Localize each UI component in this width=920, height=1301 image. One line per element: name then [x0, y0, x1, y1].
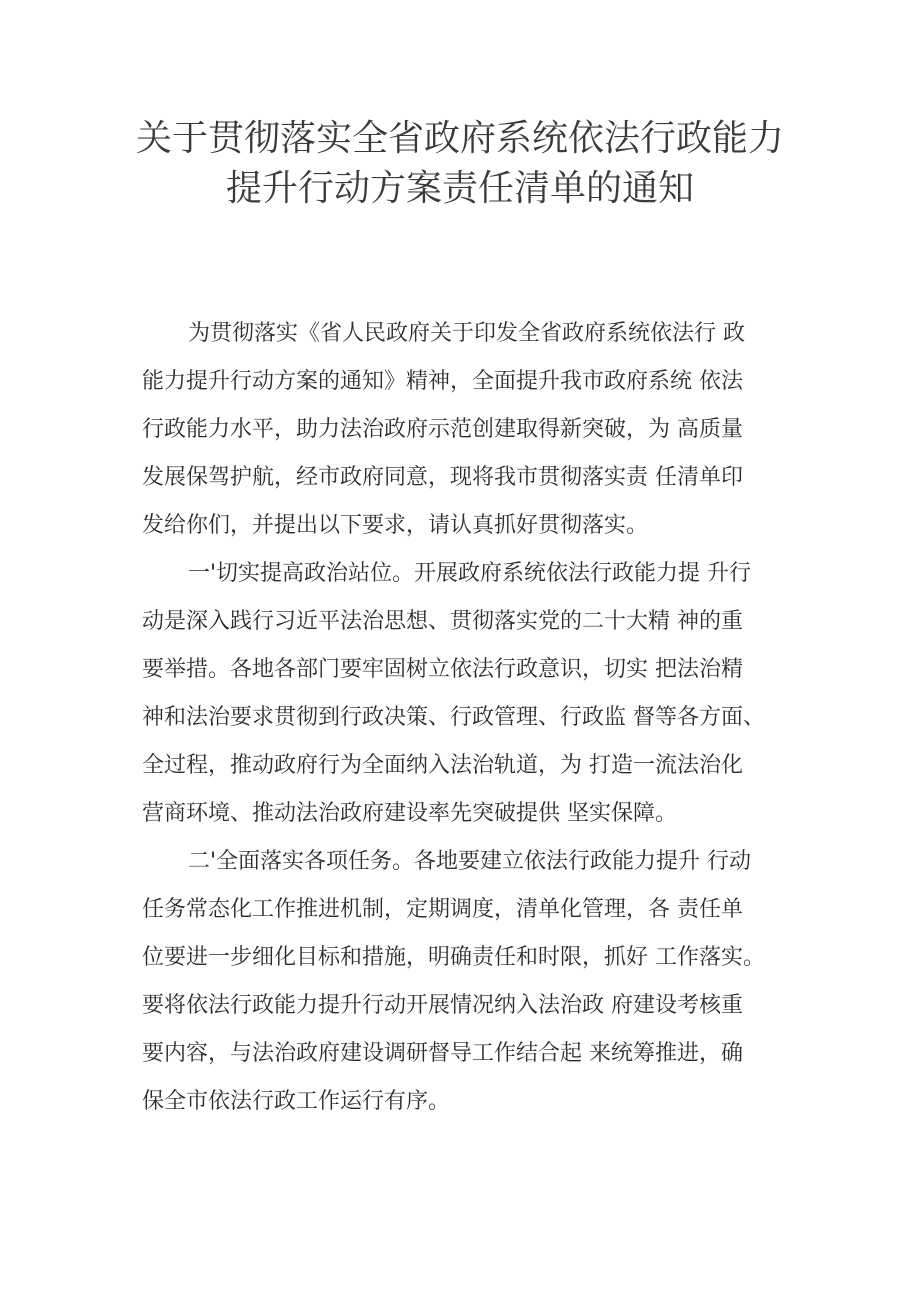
body-line: 动是深入践行习近平法治思想、贯彻落实党的二十大精 神的重 — [142, 609, 743, 634]
title-line: 关于贯彻落实全省政府系统依法行政能力 — [135, 118, 784, 159]
body-line: 要举措。各地各部门要牢固树立依法行政意识，切实 把法治精 — [142, 657, 743, 682]
document-body — [142, 310, 812, 1126]
body-line: 神和法治要求贯彻到行政决策、行政管理、行政监 督等各方面、 — [142, 705, 765, 730]
body-line: 要将依法行政能力提升行动开展情况纳入法治政 府建设考核重 — [142, 993, 743, 1018]
body-line: 保全市依法行政工作运行有序。 — [142, 1089, 451, 1114]
body-line: 二'全面落实各项任务。各地要建立依法行政能力提升 行动 — [188, 849, 752, 874]
body-line: 要内容，与法治政府建设调研督导工作结合起 来统筹推进，确 — [142, 1041, 743, 1066]
title-line: 提升行动方案责任清单的通知 — [225, 168, 694, 209]
body-line: 任务常态化工作推进机制，定期调度，清单化管理，各 责任单 — [142, 897, 743, 922]
body-line: 位要进一步细化目标和措施，明确责任和时限，抓好 工作落实。 — [142, 945, 765, 970]
body-line: 发给你们，并提出以下要求，请认真抓好贯彻落实。 — [142, 513, 649, 538]
body-line: 为贯彻落实《省人民政府关于印发全省政府系统依法行 政 — [188, 321, 745, 346]
paragraph-1 — [142, 310, 812, 550]
body-line: 发展保驾护航，经市政府同意，现将我市贯彻落实责 任清单印 — [142, 465, 743, 490]
body-line: 全过程，推动政府行为全面纳入法治轨道，为 打造一流法治化 — [142, 753, 743, 778]
paragraph-2 — [142, 550, 812, 838]
body-line: 营商环境、推动法治政府建设率先突破提供 坚实保障。 — [142, 801, 677, 826]
body-line: 一'切实提高政治站位。开展政府系统依法行政能力提 升行 — [188, 561, 752, 586]
body-line: 能力提升行动方案的通知》精神，全面提升我市政府系统 依法 — [142, 369, 743, 394]
document-title — [100, 114, 820, 214]
body-line: 行政能力水平，助力法治政府示范创建取得新突破，为 高质量 — [142, 417, 743, 442]
paragraph-3 — [142, 838, 812, 1126]
